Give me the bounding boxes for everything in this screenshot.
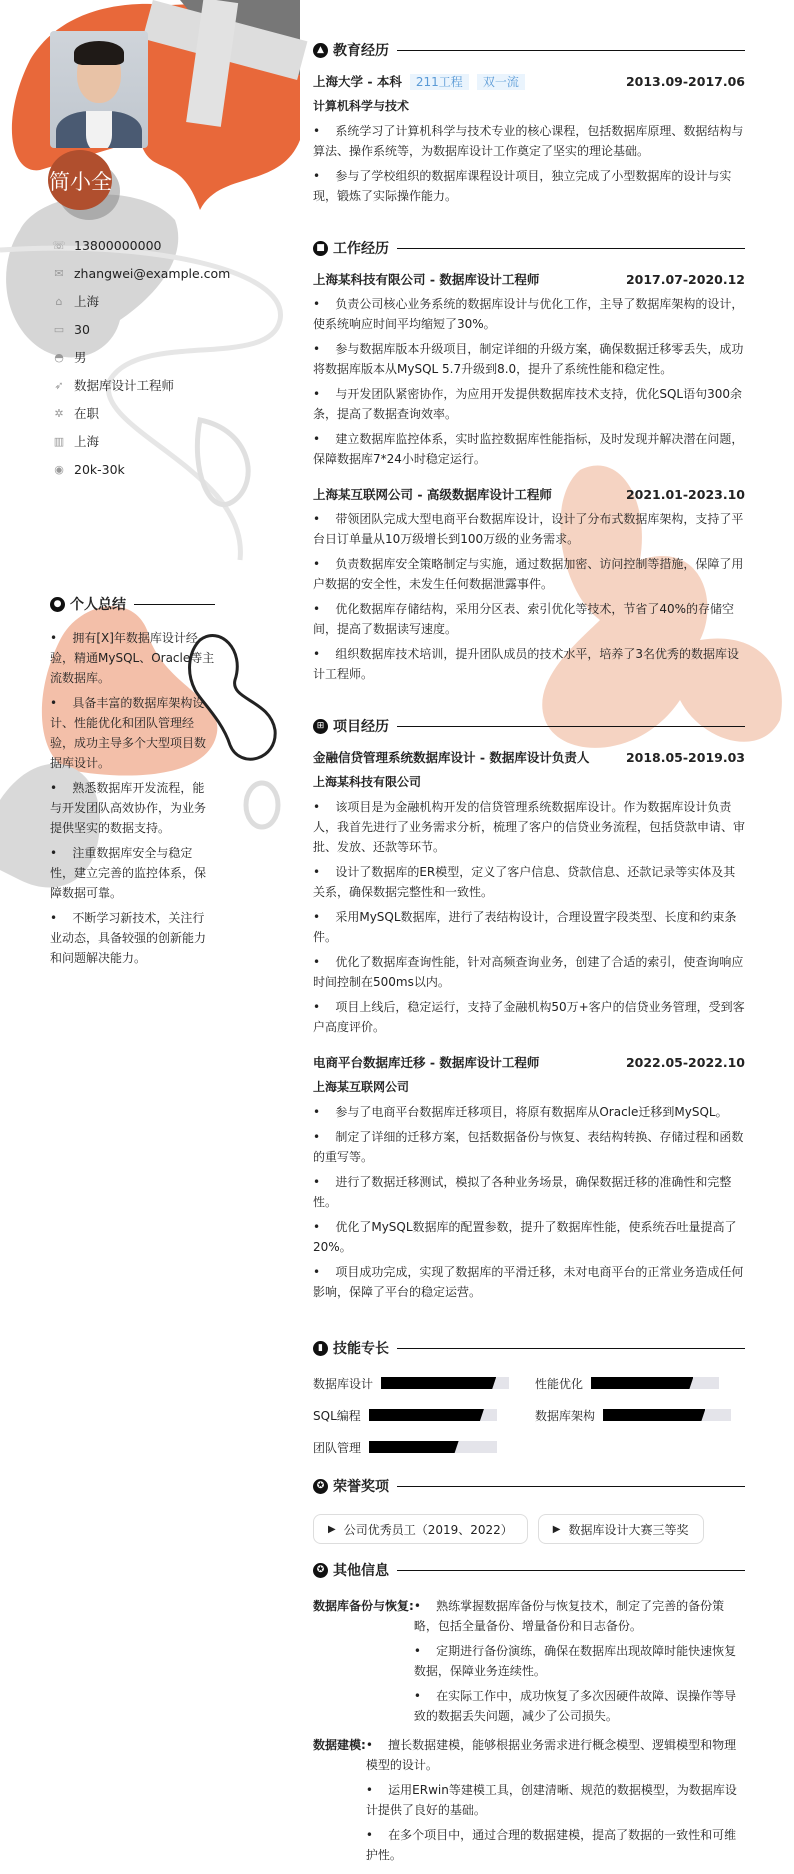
contact-text: 男: [74, 350, 87, 365]
skill-item: [313, 1374, 535, 1392]
contact-item: [52, 427, 282, 455]
skill-name: 团队管理: [313, 1440, 362, 1455]
project-title: 金融信贷管理系统数据库设计 - 数据库设计负责人: [313, 750, 590, 765]
education-section: [313, 40, 745, 211]
honor-label: 公司优秀员工（2019、2022）: [343, 1522, 513, 1537]
contact-text: 在职: [74, 406, 100, 421]
graduation-cap-icon: ▲: [313, 43, 328, 58]
home-icon: ⌂: [55, 294, 63, 308]
skill-level-fill: [591, 1377, 693, 1389]
honor-item[interactable]: [313, 1514, 528, 1544]
bullet-item: • 带领团队完成大型电商平台数据库设计，设计了分布式数据库架构，支持了平台日订单量从10万级增长到100万级的业务需求。: [313, 509, 745, 549]
education-date: 2013.09-2017.06: [625, 73, 745, 89]
divider: [134, 604, 215, 605]
project-header: [313, 746, 745, 768]
divider: [397, 248, 745, 249]
bullet-item: • 与开发团队紧密协作，为应用开发提供数据库技术支持，优化SQL语句300余条，提高了数据查询效率。: [313, 384, 745, 424]
project-date: 2022.05-2022.10: [625, 1054, 745, 1070]
phone-icon: ☏: [52, 238, 66, 252]
bullet-item: • 运用ERwin等建模工具，创建清晰、规范的数据模型，为数据库设计提供了良好的基础。: [366, 1780, 745, 1820]
bullet-item: • 在多个项目中，通过合理的数据建模，提高了数据的一致性和可维护性。: [366, 1825, 745, 1865]
skill-level-bar: [369, 1441, 497, 1453]
summary-list: [50, 628, 215, 968]
gender-icon: ◓: [54, 350, 64, 364]
work-section: [313, 238, 745, 689]
summary-section: [50, 594, 215, 973]
education-items: [313, 121, 745, 206]
skills-grid: [313, 1374, 745, 1456]
bullet-item: • 优化了MySQL数据库的配置参数，提升了数据库性能，使系统吞吐量提高了20%。: [313, 1217, 745, 1257]
other-group: [313, 1735, 745, 1870]
honor-item[interactable]: [538, 1514, 704, 1544]
bullet-item: • 熟悉数据库开发流程，能与开发团队高效协作，为业务提供坚实的数据支持。: [50, 778, 215, 838]
honors-section: [313, 1476, 745, 1544]
bullet-item: • 定期进行备份演练，确保在数据库出现故障时能快速恢复数据，保障业务连续性。: [414, 1641, 745, 1681]
other-label: 数据库备份与恢复:: [313, 1599, 414, 1613]
skill-item: [535, 1374, 745, 1392]
education-row: [313, 70, 745, 92]
job-header: [313, 268, 745, 290]
section-title: 项目经历: [333, 719, 389, 735]
skills-section: [313, 1338, 745, 1456]
bullet-item: • 制定了详细的迁移方案，包括数据备份与恢复、表结构转换、存储过程和函数的重写等。: [313, 1127, 745, 1167]
divider: [397, 726, 745, 727]
section-header: [313, 716, 745, 736]
bullet-item: • 负责公司核心业务系统的数据库设计与优化工作，主导了数据库架构的设计，使系统响应时间平均缩短了30%。: [313, 294, 745, 334]
skill-level-fill: [603, 1409, 705, 1421]
other-items: [414, 1596, 745, 1731]
divider: [397, 50, 745, 51]
section-header: [313, 1338, 745, 1358]
skill-item: [313, 1406, 535, 1424]
skill-level-bar: [591, 1377, 719, 1389]
profile-photo: [50, 31, 148, 148]
project-section: [313, 716, 745, 1307]
project-title: 电商平台数据库迁移 - 数据库设计工程师: [313, 1055, 540, 1070]
bullet-item: • 建立数据库监控体系，实时监控数据库性能指标，及时发现并解决潜在问题，保障数据库7*24小时稳定运行。: [313, 429, 745, 469]
contact-item: [52, 315, 282, 343]
skill-level-bar: [369, 1409, 497, 1421]
contact-item: [52, 259, 282, 287]
skill-level-fill: [369, 1409, 484, 1421]
bullet-item: • 不断学习新技术，关注行业动态，具备较强的创新能力和问题解决能力。: [50, 908, 215, 968]
job-title: 上海某互联网公司 - 高级数据库设计工程师: [313, 487, 552, 502]
bullet-item: • 组织数据库技术培训，提升团队成员的技术水平，培养了3名优秀的数据库设计工程师。: [313, 644, 745, 684]
project-date: 2018.05-2019.03: [625, 749, 745, 765]
school-name: 上海大学 - 本科: [313, 74, 402, 89]
skill-item: [535, 1406, 745, 1424]
skill-item: [313, 1438, 535, 1456]
skill-name: 数据库架构: [535, 1408, 596, 1423]
job-title: 上海某科技有限公司 - 数据库设计工程师: [313, 272, 540, 287]
bullet-item: • 拥有[X]年数据库设计经验，精通MySQL、Oracle等主流数据库。: [50, 628, 215, 688]
other-section: [313, 1560, 745, 1874]
bullet-item: • 擅长数据建模，能够根据业务需求进行概念模型、逻辑模型和物理模型的设计。: [366, 1735, 745, 1775]
name-badge: [40, 150, 112, 210]
award-icon: ✪: [313, 1479, 328, 1494]
job-date: 2021.01-2023.10: [625, 486, 745, 502]
triangle-icon: ▶: [552, 1523, 561, 1535]
contact-item: [52, 399, 282, 427]
other-group: [313, 1596, 745, 1731]
bullet-item: • 该项目是为金融机构开发的信贷管理系统数据库设计。作为数据库设计负责人，我首先进行了业务需求分析，梳理了客户的信贷业务流程，包括贷款申请、审批、发放、还款等环节。: [313, 797, 745, 857]
contact-text: 20k-30k: [74, 461, 125, 477]
contact-text: 13800000000: [74, 237, 162, 253]
bullet-item: • 注重数据库安全与稳定性，建立完善的监控体系，保障数据可靠。: [50, 843, 215, 903]
info-icon: ✪: [313, 1563, 328, 1578]
bar-chart-icon: ▮: [313, 1341, 328, 1356]
project-company: 上海某科技有限公司: [313, 775, 422, 789]
skill-name: SQL编程: [313, 1408, 361, 1423]
bullet-item: • 在实际工作中，成功恢复了多次因硬件故障、误操作等导致的数据丢失问题，减少了公司损失。: [414, 1686, 745, 1726]
contact-text: 数据库设计工程师: [74, 378, 175, 393]
contact-item: [52, 371, 282, 399]
bullet-item: • 优化数据库存储结构，采用分区表、索引优化等技术，节省了40%的存储空间，提高了数据读写速度。: [313, 599, 745, 639]
skill-level-bar: [603, 1409, 731, 1421]
contact-text: 上海: [74, 294, 100, 309]
contact-text: zhangwei@example.com: [74, 265, 231, 281]
divider: [397, 1486, 745, 1487]
section-title: 技能专长: [333, 1341, 389, 1357]
skill-name: 性能优化: [535, 1376, 584, 1391]
bullet-item: • 项目成功完成，实现了数据库的平滑迁移，未对电商平台的正常业务造成任何影响，保障了平台的稳定运营。: [313, 1262, 745, 1302]
section-header: [313, 1560, 745, 1580]
divider: [397, 1570, 745, 1571]
project-header: [313, 1051, 745, 1073]
contact-text: 上海: [74, 434, 100, 449]
major: 计算机科学与技术: [313, 99, 410, 113]
user-icon: ●: [50, 597, 65, 612]
project-items: [313, 1102, 745, 1302]
contact-list: [52, 231, 282, 483]
bullet-item: • 设计了数据库的ER模型，定义了客户信息、贷款信息、还款记录等实体及其关系，确保数据完整性和一致性。: [313, 862, 745, 902]
skill-name: 数据库设计: [313, 1376, 374, 1391]
contact-item: [52, 455, 282, 483]
section-title: 其他信息: [333, 1563, 389, 1579]
section-title: 荣誉奖项: [333, 1479, 389, 1495]
job-items: [313, 294, 745, 469]
job-date: 2017.07-2020.12: [625, 271, 745, 287]
bullet-item: • 优化了数据库查询性能，针对高频查询业务，创建了合适的索引，使查询响应时间控制在500ms以内。: [313, 952, 745, 992]
section-title: 个人总结: [70, 597, 126, 613]
bullet-item: • 负责数据库安全策略制定与实施，通过数据加密、访问控制等措施，保障了用户数据的安全性，未发生任何数据泄露事件。: [313, 554, 745, 594]
bullet-item: • 参与了电商平台数据库迁移项目，将原有数据库从Oracle迁移到MySQL。: [313, 1102, 745, 1122]
contact-text: 30: [74, 321, 90, 337]
status-icon: ✲: [54, 406, 64, 420]
bullet-item: • 系统学习了计算机科学与技术专业的核心课程，包括数据库原理、数据结构与算法、操作系统等，为数据库设计工作奠定了坚实的理论基础。: [313, 121, 745, 161]
bullet-item: • 熟练掌握数据库备份与恢复技术，制定了完善的备份策略，包括全量备份、增量备份和日志备份。: [414, 1596, 745, 1636]
job-header: [313, 483, 745, 505]
send-icon: ➶: [54, 378, 64, 392]
contact-item: [52, 231, 282, 259]
contact-item: [52, 343, 282, 371]
bullet-item: • 参与数据库版本升级项目，制定详细的升级方案，确保数据迁移零丢失，成功将数据库版本从MySQL 5.7升级到8.0，提升了系统性能和稳定性。: [313, 339, 745, 379]
other-items: [366, 1735, 745, 1870]
candidate-name: 简小全: [49, 170, 112, 194]
section-header: [50, 594, 215, 614]
honors-list: [313, 1514, 745, 1544]
skill-level-bar: [381, 1377, 509, 1389]
project-company: 上海某互联网公司: [313, 1080, 410, 1094]
mail-icon: ✉: [54, 266, 64, 280]
salary-icon: ◉: [54, 462, 64, 476]
job-items: [313, 509, 745, 684]
section-title: 教育经历: [333, 43, 389, 59]
tag-211: 211工程: [410, 74, 469, 90]
divider: [397, 1348, 745, 1349]
tag-double-first-class: 双一流: [477, 74, 525, 90]
contact-item: [52, 287, 282, 315]
project-items: [313, 797, 745, 1037]
grid-icon: ⊞: [313, 719, 328, 734]
briefcase-icon: ■: [313, 241, 328, 256]
bullet-item: • 具备丰富的数据库架构设计、性能优化和团队管理经验，成功主导多个大型项目数据库设计。: [50, 693, 215, 773]
skill-level-fill: [369, 1441, 459, 1453]
building-icon: ▥: [53, 434, 65, 448]
section-header: [313, 1476, 745, 1496]
bullet-item: • 项目上线后，稳定运行，支持了金融机构50万+客户的信贷业务管理，受到客户高度评价。: [313, 997, 745, 1037]
section-header: [313, 40, 745, 60]
section-title: 工作经历: [333, 241, 389, 257]
grey-ring: [246, 783, 278, 827]
skill-level-fill: [381, 1377, 496, 1389]
section-header: [313, 238, 745, 258]
honor-label: 数据库设计大赛三等奖: [568, 1522, 689, 1537]
bullet-item: • 采用MySQL数据库，进行了表结构设计，合理设置字段类型、长度和约束条件。: [313, 907, 745, 947]
cake-icon: ▭: [53, 322, 65, 336]
bullet-item: • 参与了学校组织的数据库课程设计项目，独立完成了小型数据库的设计与实现，锻炼了实际操作能力。: [313, 166, 745, 206]
bullet-item: • 进行了数据迁移测试，模拟了各种业务场景，确保数据迁移的准确性和完整性。: [313, 1172, 745, 1212]
triangle-icon: ▶: [328, 1523, 336, 1535]
other-label: 数据建模:: [313, 1738, 366, 1752]
